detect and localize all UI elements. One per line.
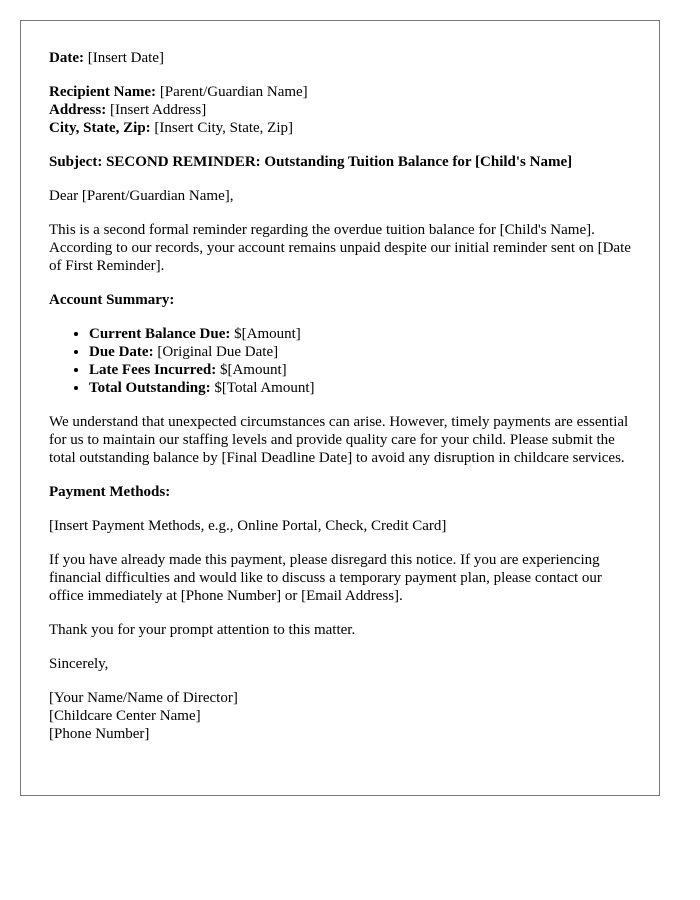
recipient-city-line [49, 119, 631, 137]
summary-item-label: Due Date: [89, 344, 154, 360]
recipient-city-label: City, State, Zip: [49, 120, 151, 136]
payment-methods-heading: Payment Methods: [49, 484, 171, 500]
recipient-block [49, 83, 631, 137]
summary-item-label: Late Fees Incurred: [89, 362, 217, 378]
recipient-name-line [49, 83, 631, 101]
recipient-address-line [49, 101, 631, 119]
intro-paragraph: This is a second formal reminder regarding the overdue tuition balance for [Child's Name]. According to our records, your account remains unpaid despite our initial reminder sent on [Date of First Reminder]. [49, 222, 631, 274]
summary-item-value: $[Amount] [234, 326, 301, 342]
account-summary-list [49, 325, 631, 397]
subject-line [49, 153, 631, 171]
summary-item-late-fees [89, 361, 631, 379]
date-label: Date: [49, 50, 84, 66]
signature-center: [Childcare Center Name] [49, 708, 201, 724]
recipient-name-value: [Parent/Guardian Name] [159, 84, 308, 100]
subject-text: Subject: SECOND REMINDER: Outstanding Tuition Balance for [Child's Name] [49, 154, 573, 170]
summary-item-value: $[Total Amount] [214, 380, 315, 396]
closing: Sincerely, [49, 656, 109, 672]
summary-item-current-balance [89, 325, 631, 343]
signature-block [49, 689, 631, 743]
disregard-paragraph: If you have already made this payment, please disregard this notice. If you are experiencing financial difficulties and would like to discuss a temporary payment plan, please contact our office immediately at [Phone Number] or [Email Address]. [49, 552, 602, 604]
signature-phone: [Phone Number] [49, 726, 150, 742]
summary-item-label: Total Outstanding: [89, 380, 211, 396]
summary-item-due-date [89, 343, 631, 361]
date-value: [Insert Date] [87, 50, 164, 66]
salutation: Dear [Parent/Guardian Name], [49, 188, 234, 204]
summary-item-total-outstanding [89, 379, 631, 397]
summary-item-label: Current Balance Due: [89, 326, 231, 342]
payment-methods-text: [Insert Payment Methods, e.g., Online Portal, Check, Credit Card] [49, 518, 447, 534]
recipient-address-label: Address: [49, 102, 107, 118]
signature-name: [Your Name/Name of Director] [49, 690, 238, 706]
summary-item-value: [Original Due Date] [157, 344, 279, 360]
letter-document [20, 20, 660, 796]
date-line [49, 49, 631, 67]
understanding-paragraph: We understand that unexpected circumstances can arise. However, timely payments are essential for us to maintain our staffing levels and provide quality care for your child. Please submit the total outstanding balance by [Final Deadline Date] to avoid any disruption in childcare services. [49, 414, 629, 466]
thanks-paragraph: Thank you for your prompt attention to this matter. [49, 622, 356, 638]
recipient-city-value: [Insert City, State, Zip] [154, 120, 294, 136]
account-summary-heading: Account Summary: [49, 292, 175, 308]
recipient-address-value: [Insert Address] [109, 102, 207, 118]
summary-item-value: $[Amount] [219, 362, 287, 378]
recipient-name-label: Recipient Name: [49, 84, 157, 100]
